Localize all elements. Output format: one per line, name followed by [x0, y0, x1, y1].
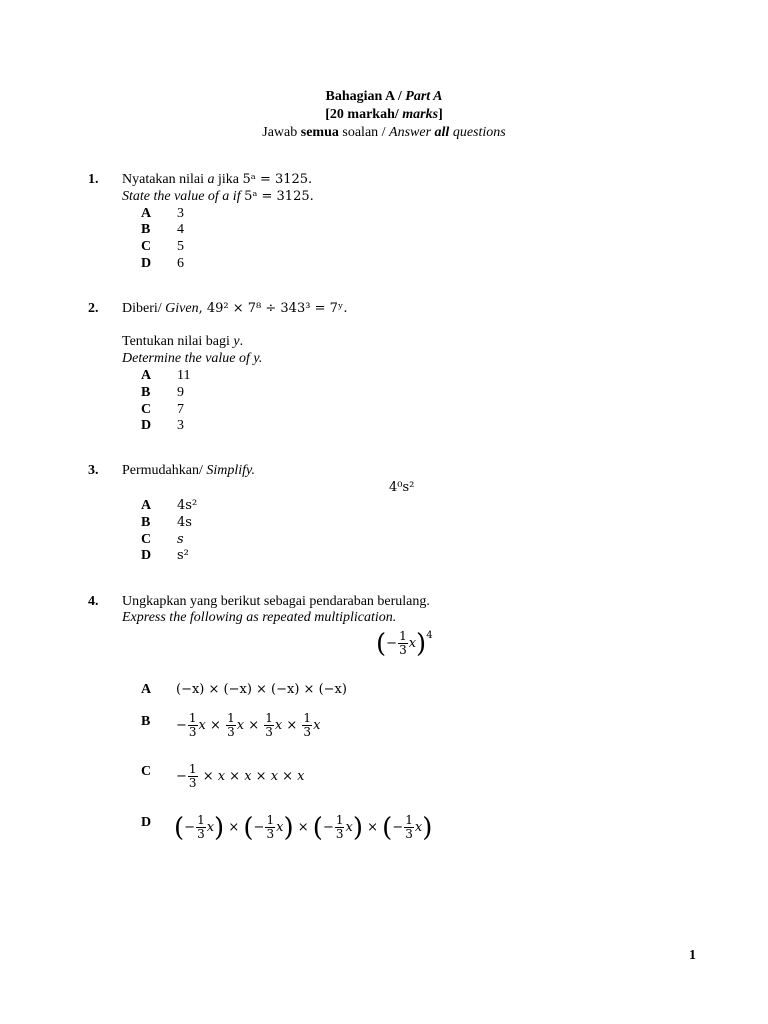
question-number: 2.	[88, 301, 99, 316]
option: C s	[141, 532, 184, 547]
option: D 3	[141, 418, 184, 433]
expression: ( − $\frac{1}{3}$ x ) $^4$	[376, 628, 433, 659]
option: D s²	[141, 548, 189, 563]
section-title: Bahagian A / Part A	[325, 89, 443, 104]
option-expression: (−x) × (−x) × (−x) × (−x)	[176, 682, 347, 697]
marks-line: [20 markah/ marks]	[325, 107, 443, 122]
question-text-en: Determine the value of y.	[122, 351, 263, 366]
option-letter: A	[141, 682, 152, 697]
page-number: 1	[689, 948, 696, 963]
question-text-ms: Nyatakan nilai a jika 5ᵃ = 3125.	[122, 172, 313, 187]
option: A 4s²	[141, 498, 198, 513]
option: B 9	[141, 385, 184, 400]
question-text-en: State the value of a if 5ᵃ = 3125.	[122, 189, 314, 204]
option: C 7	[141, 402, 184, 417]
option-expression: − $\frac{1}{3}$ × x × x × x × x	[176, 762, 305, 790]
option: A 3	[141, 206, 184, 221]
instruction-line: Jawab semua soalan / Answer all questions	[262, 125, 506, 140]
option-letter: B	[141, 714, 151, 729]
option: D 6	[141, 256, 184, 271]
question-text: Permudahkan/ Simplify.	[122, 463, 255, 478]
question-number: 4.	[88, 594, 99, 609]
option-letter: D	[141, 815, 152, 830]
question-text-given: Diberi/ Given, 49² × 7⁸ ÷ 343³ = 7ʸ.	[122, 301, 348, 316]
option: B 4s	[141, 515, 192, 530]
option-expression: − $\frac{1}{3}$ x × $\frac{1}{3}$ x × $\frac{1}{3}$ x × $\frac{1}{3}$ x	[176, 711, 321, 739]
expression: 4⁰s²	[389, 480, 415, 495]
question-text-en: Express the following as repeated multiplication.	[122, 610, 397, 625]
question-number: 3.	[88, 463, 99, 478]
option: A 11	[141, 368, 191, 383]
option: C 5	[141, 239, 184, 254]
option-letter: C	[141, 764, 152, 779]
question-number: 1.	[88, 172, 99, 187]
question-text-ms: Tentukan nilai bagi y.	[122, 334, 244, 349]
question-text-ms: Ungkapkan yang berikut sebagai pendaraban berulang.	[122, 594, 430, 609]
option-expression: ( − $\frac{1}{3}$ x ) × ( − $\frac{1}{3}$ x ) × ( − $\frac{1}{3}$ x ) × ( − $\frac{1}{3}$ x )	[174, 812, 433, 843]
option: B 4	[141, 222, 184, 237]
